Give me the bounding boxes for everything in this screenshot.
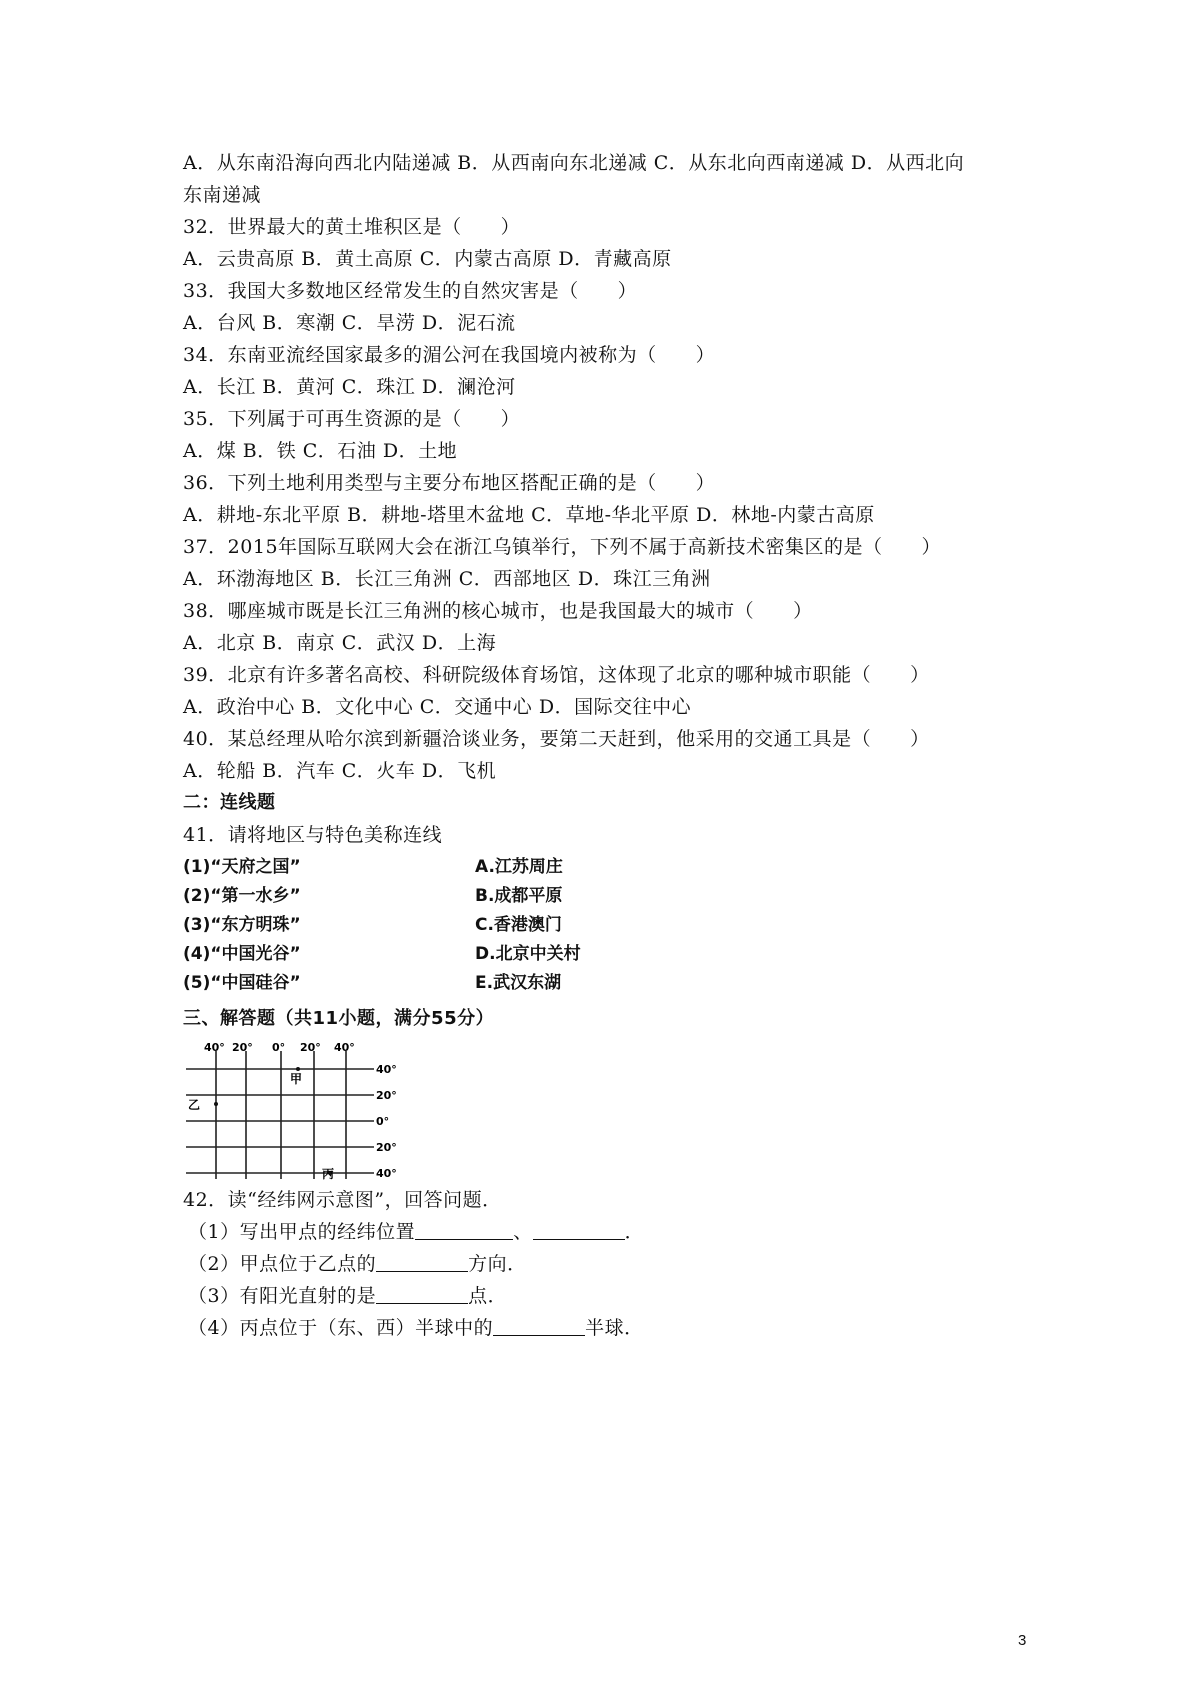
lat-label-4: 20° — [376, 1141, 397, 1154]
q34-options: A．长江 B．黄河 C．珠江 D．澜沧河 — [183, 376, 516, 398]
q42-part3-blank[interactable] — [376, 1285, 468, 1304]
match-right-c: C.香港澳门 — [475, 915, 562, 935]
q42-part1-end: ． — [624, 1221, 645, 1243]
q33-options: A．台风 B．寒潮 C．旱涝 D．泥石流 — [183, 312, 516, 334]
q35-options: A．煤 B．铁 C．石油 D．土地 — [183, 440, 458, 462]
q36-question: 36．下列土地利用类型与主要分布地区搭配正确的是（ ） — [183, 472, 716, 494]
lat-label-2: 20° — [376, 1089, 397, 1102]
q42-part2-blank[interactable] — [376, 1253, 468, 1272]
lon-label-4: 20° — [300, 1041, 321, 1054]
lat-label-5: 40° — [376, 1167, 397, 1180]
q33-question: 33．我国大多数地区经常发生的自然灾害是（ ） — [183, 280, 638, 302]
q37-question: 37．2015年国际互联网大会在浙江乌镇举行，下列不属于高新技术密集区的是（ ） — [183, 536, 942, 558]
q36-options: A．耕地-东北平原 B．耕地-塔里木盆地 C．草地-华北平原 D．林地-内蒙古高原 — [183, 504, 875, 526]
q31-options-line1: A．从东南沿海向西北内陆递减 B．从西南向东北递减 C．从东北向西南递减 D．从西北向 — [183, 152, 965, 174]
q42-part1-blank1[interactable] — [415, 1221, 513, 1240]
q42-part1-separator: 、 — [513, 1221, 533, 1243]
lat-label-3: 0° — [376, 1115, 390, 1128]
lon-label-5: 40° — [334, 1041, 355, 1054]
q38-question: 38．哪座城市既是长江三角洲的核心城市，也是我国最大的城市（ ） — [183, 600, 813, 622]
q40-options: A．轮船 B．汽车 C．火车 D．飞机 — [183, 760, 497, 782]
lat-long-grid-figure — [186, 1041, 416, 1181]
q35-question: 35．下列属于可再生资源的是（ ） — [183, 408, 521, 430]
section2-title: 二：连线题 — [183, 792, 276, 813]
match-left-5: (5)“中国硅谷” — [183, 973, 301, 993]
match-left-1: (1)“天府之国” — [183, 857, 301, 877]
point-yi-label: 乙 — [188, 1098, 201, 1112]
q41-question: 41．请将地区与特色美称连线 — [183, 824, 443, 846]
q42-part3-text: （3）有阳光直射的是 — [188, 1285, 377, 1307]
point-bing-label: 丙 — [322, 1167, 335, 1181]
section3-title: 三、解答题（共11小题，满分55分） — [183, 1008, 495, 1029]
page-number: 3 — [1018, 1632, 1027, 1649]
match-right-e: E.武汉东湖 — [475, 973, 562, 993]
match-right-a: A.江苏周庄 — [475, 857, 563, 877]
point-jia-label: 甲 — [290, 1072, 303, 1086]
q42-part4-text: （4）丙点位于（东、西）半球中的 — [188, 1317, 494, 1339]
q37-options: A．环渤海地区 B．长江三角洲 C．西部地区 D．珠江三角洲 — [183, 568, 711, 590]
match-right-b: B.成都平原 — [475, 886, 563, 906]
q42-part3 — [188, 1280, 507, 1312]
q39-options: A．政治中心 B．文化中心 C．交通中心 D．国际交往中心 — [183, 696, 692, 718]
q42-part2 — [188, 1248, 527, 1280]
q42-part4 — [188, 1312, 644, 1344]
match-left-4: (4)“中国光谷” — [183, 944, 301, 964]
q32-question: 32．世界最大的黄土堆积区是（ ） — [183, 216, 521, 238]
q42-part1 — [188, 1216, 644, 1248]
q40-question: 40．某总经理从哈尔滨到新疆洽谈业务，要第二天赶到，他采用的交通工具是（ ） — [183, 728, 930, 750]
lat-label-1: 40° — [376, 1063, 397, 1076]
match-left-2: (2)“第一水乡” — [183, 886, 301, 906]
q32-options: A．云贵高原 B．黄土高原 C．内蒙古高原 D．青藏高原 — [183, 248, 672, 270]
q38-options: A．北京 B．南京 C．武汉 D．上海 — [183, 632, 497, 654]
match-left-3: (3)“东方明珠” — [183, 915, 301, 935]
lon-label-3: 0° — [272, 1041, 286, 1054]
point-jia-marker — [296, 1067, 300, 1071]
q42-part2-end: 方向． — [468, 1253, 527, 1275]
q42-part3-end: 点． — [468, 1285, 508, 1307]
q42-part4-blank[interactable] — [493, 1317, 585, 1336]
match-right-d: D.北京中关村 — [475, 944, 581, 964]
point-yi-marker — [214, 1102, 218, 1106]
lon-label-1: 40° — [204, 1041, 225, 1054]
q39-question: 39．北京有许多著名高校、科研院级体育场馆，这体现了北京的哪种城市职能（ ） — [183, 664, 930, 686]
q42-part2-text: （2）甲点位于乙点的 — [188, 1253, 377, 1275]
q34-question: 34．东南亚流经国家最多的湄公河在我国境内被称为（ ） — [183, 344, 716, 366]
q42-part1-blank2[interactable] — [533, 1221, 625, 1240]
q42-part4-end: 半球． — [585, 1317, 644, 1339]
q42-part1-text: （1）写出甲点的经纬位置 — [188, 1221, 416, 1243]
lon-label-2: 20° — [232, 1041, 253, 1054]
q31-options-line2: 东南递减 — [183, 184, 262, 206]
q42-question: 42．读“经纬网示意图”，回答问题． — [183, 1189, 502, 1211]
